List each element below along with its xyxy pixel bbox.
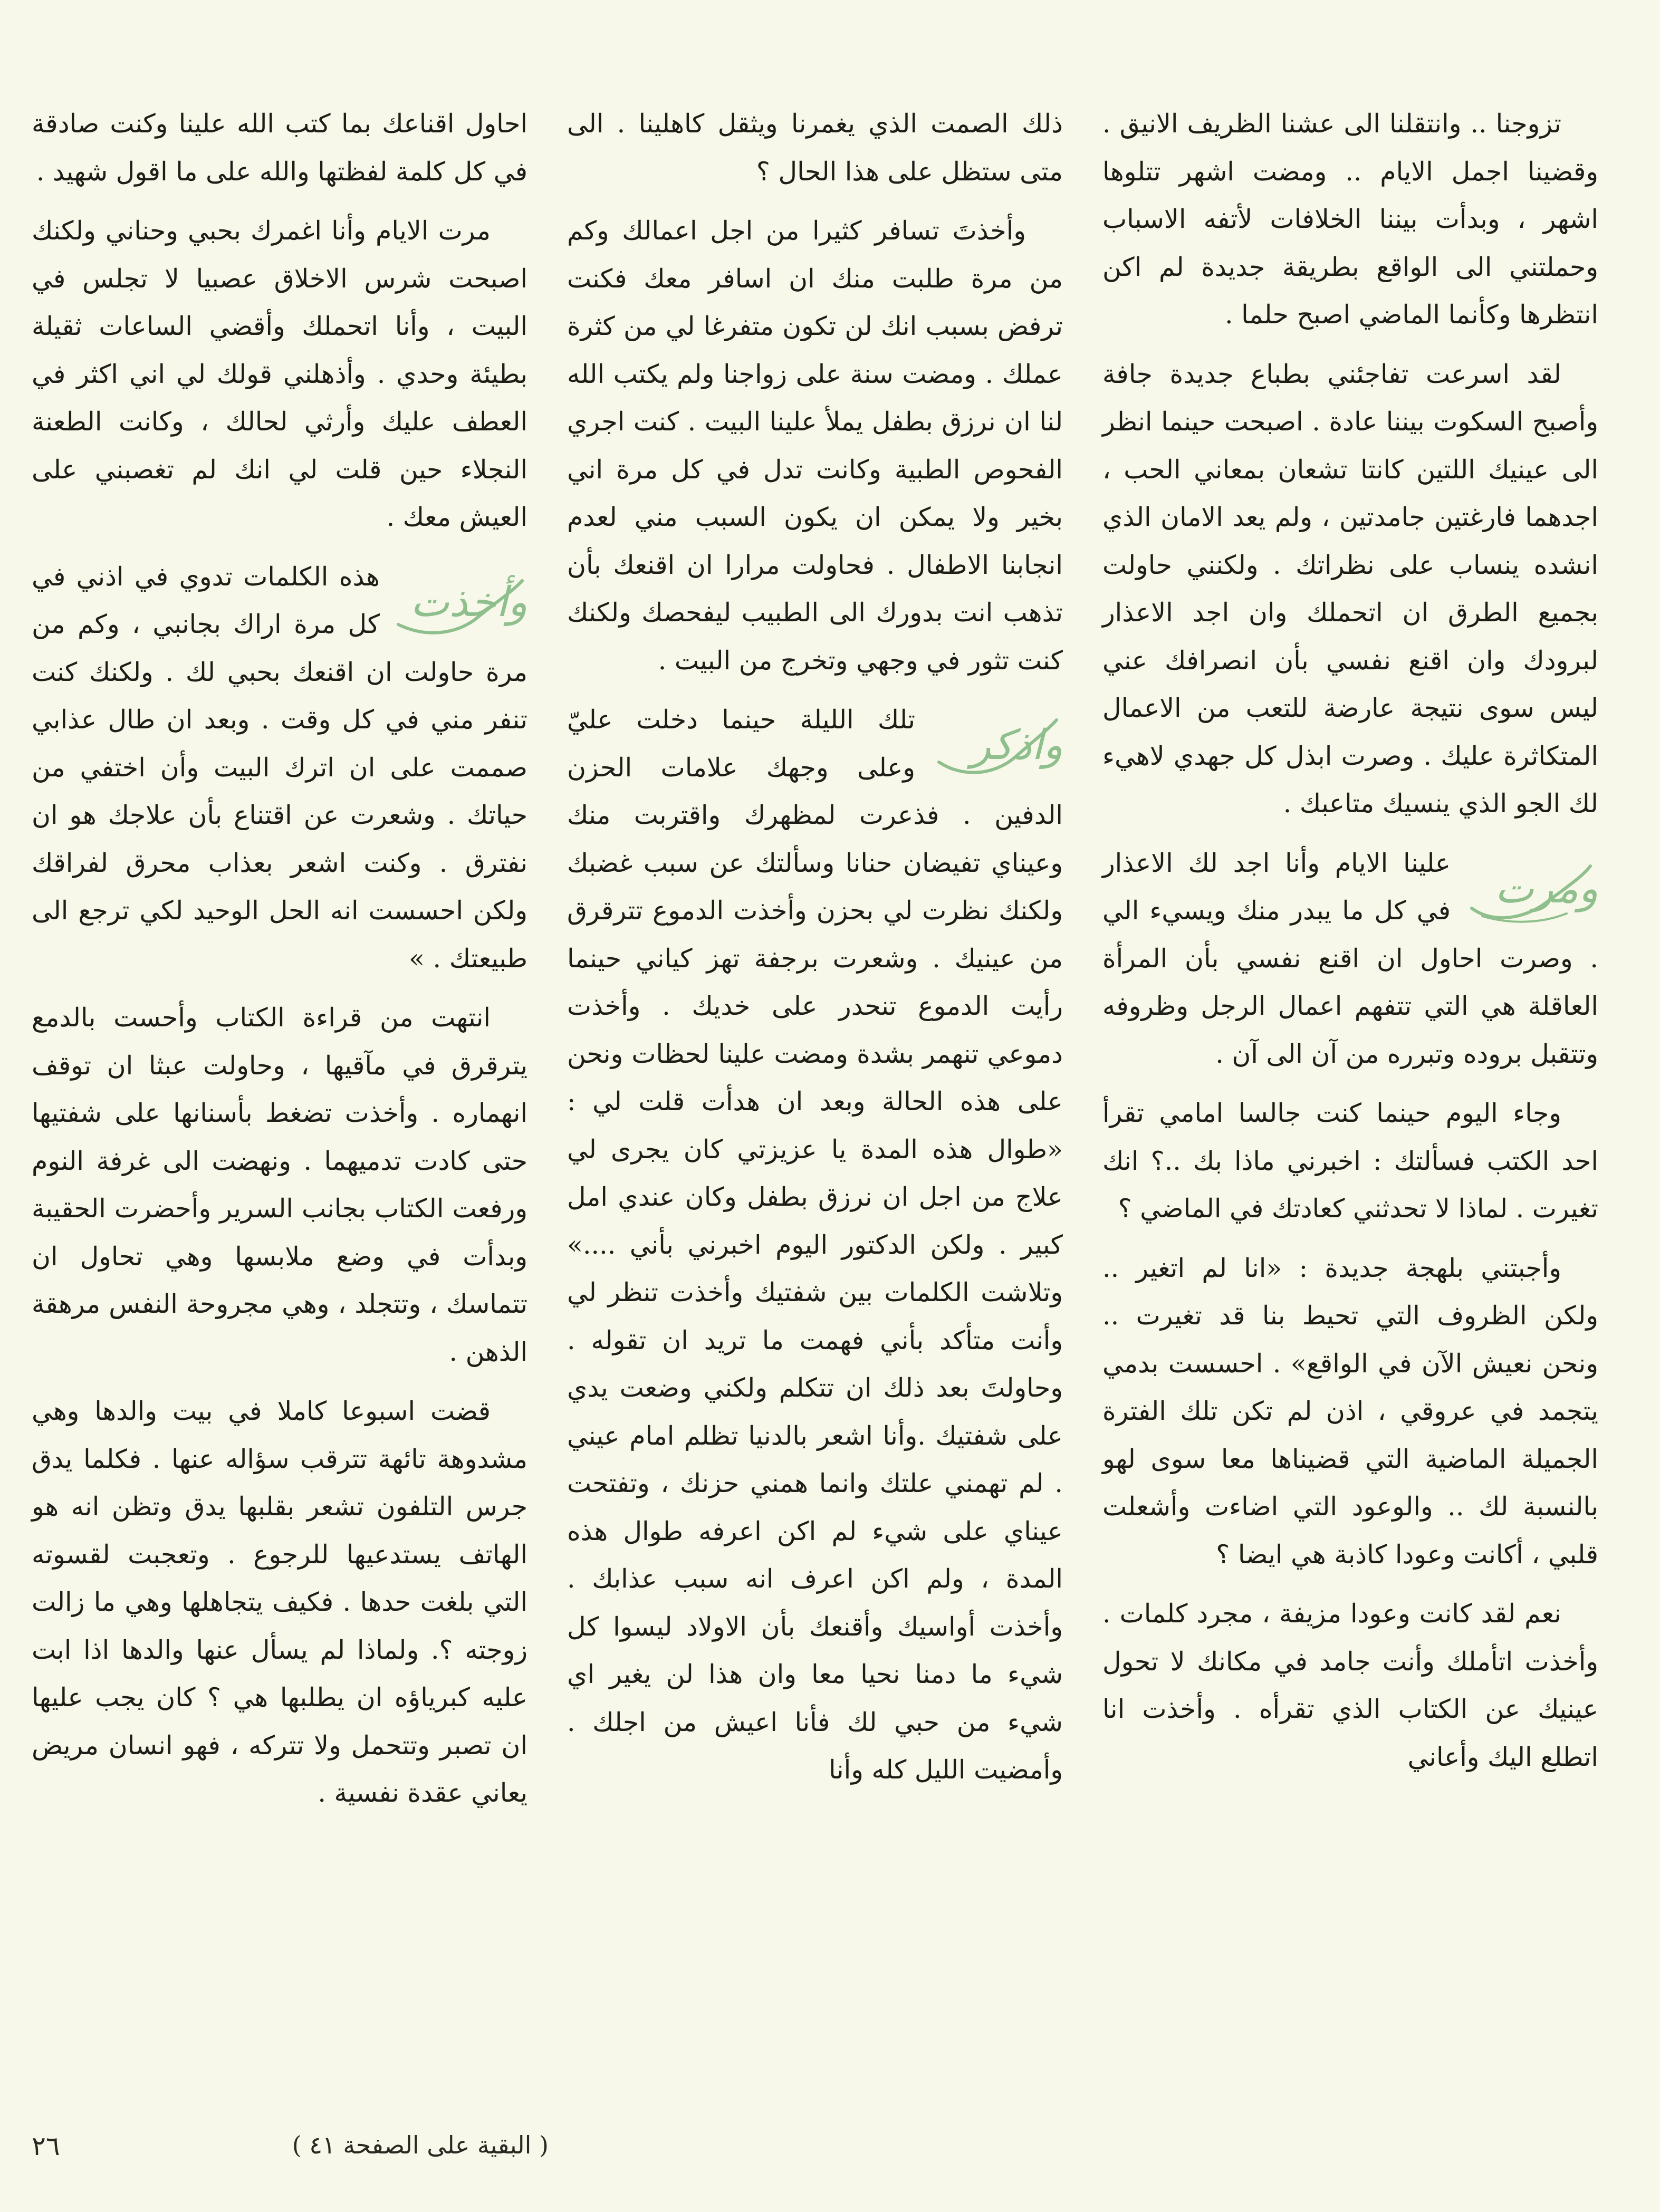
article-column-middle — [567, 100, 1063, 1806]
calligraphy-heading — [390, 559, 527, 643]
paragraph: انتهت من قراءة الكتاب وأحست بالدمع يترقرق في مآقيها ، وحاولت عبثا ان توقف انهماره . وأخذت تضغط بأسنانها على شفتيها حتى كادت تدميهما . ونهضت الى غرفة النوم ورفعت الكتاب بجانب السرير وأحضرت الحقيبة وبدأت في وضع ملابسها وهي تحاول ان تتماسك ، وتتجلد ، وهي مجروحة النفس مرهقة الذهن . — [32, 1003, 527, 1367]
paragraph: مرت الايام وأنا اغمرك بحبي وحناني ولكنك اصبحت شرس الاخلاق عصبيا لا تجلس في البيت ، وأنا اتحملك وأقضي الساعات ثقيلة بطيئة وحدي . وأذهلني قولك لي اني اكثر في العطف عليك وأرثي لحالك ، وكانت الطعنة النجلاء حين قلت لي انك لم تغصبني على العيش معك . — [32, 216, 527, 532]
paragraph: لقد اسرعت تفاجئني بطباع جديدة جافة وأصبح السكوت بيننا عادة . اصبحت حينما انظر الى عينيك اللتين كانتا تشعان بمعاني الحب ، اجدهما فارغتين جامدتين ، ولم يعد الامان الذي انشده ينساب على نظراتك . ولكنني حاولت بجميع الطرق ان اتحملك وان اجد الاعذار لبرودك وان اقنع نفسي بأن انصرافك عني ليس سوى نتيجة عارضة للتعب من الاعمال المتكاثرة عليك . وصرت ابذل كل جهدي لاهيء لك الجو الذي ينسيك متاعبك . — [1102, 359, 1598, 819]
paragraph: وجاء اليوم حينما كنت جالسا امامي تقرأ احد الكتب فسألتك : اخبرني ماذا بك ..؟ انك تغيرت . لماذا لا تحدثني كعادتك في الماضي ؟ — [1102, 1098, 1598, 1224]
paragraph: تلك الليلة حينما دخلت عليّ وعلى وجهك علامات الحزن الدفين . فذعرت لمظهرك واقتربت منك وعيناي تفيضان حنانا وسألتك عن سبب غضبك ولكنك نظرت لي بحزن وأخذت الدموع تترقرق من عينيك . وشعرت برجفة تهز كياني حينما رأيت الدموع تنحدر على خديك . وأخذت دموعي تنهمر بشدة ومضت علينا لحظات ونحن على هذه الحالة وبعد ان هدأت قلت لي : «طوال هذه المدة يا عزيزتي كان يجرى لي علاج من اجل ان نرزق بطفل وكان عندي امل كبير . ولكن الدكتور اليوم اخبرني بأني ....» وتلاشت الكلمات بين شفتيك وأخذت تنظر لي وأنت متأكد بأني فهمت ما تريد ان تقوله . وحاولتَ بعد ذلك ان تتكلم ولكني وضعت يدي على شفتيك .وأنا اشعر بالدنيا تظلم امام عيني . لم تهمني علتك وانما همني حزنك ، وتفتحت عيناي على شيء لم اكن اعرفه طوال هذه المدة ، ولم اكن اعرف انه سبب عذابك . وأخذت أواسيك وأقنعك بأن الاولاد ليسوا كل شيء ما دمنا نحيا معا وان هذا لن يغير اي شيء من حبي لك فأنا اعيش من اجلك . وأمضيت الليل كله وأنا — [567, 705, 1063, 1785]
article-column-right — [1102, 100, 1598, 1793]
calligraphy-paragraph — [32, 553, 527, 983]
calligraphy-word: وأخذت — [410, 578, 527, 626]
paragraph: هذه الكلمات تدوي في اذني في كل مرة اراك بجانبي ، وكم من مرة حاولت ان اقنعك بحبي لك . ولكنك كنت تنفر مني في كل وقت . وبعد ان طال عذابي صممت على ان اترك البيت وأن اختفي من حياتك . وشعرت عن اقتناع بأن علاجك هو ان نفترق . وكنت اشعر بعذاب محرق لفراقك ولكن احسست انه الحل الوحيد لكي ترجع الى طبيعتك . » — [32, 561, 527, 974]
calligraphy-paragraph — [1102, 840, 1598, 1079]
paragraph: وأخذتَ تسافر كثيرا من اجل اعمالك وكم من مرة طلبت منك ان اسافر معك فكنت ترفض بسبب انك لن تكون متفرغا لي من كثرة عملك . ومضت سنة على زواجنا ولم يكتب الله لنا ان نرزق بطفل يملأ علينا البيت . كنت اجري الفحوص الطبية وكانت تدل في كل مرة اني بخير ولا يمكن ان يكون السبب مني لعدم انجابنا الاطفال . فحاولت مرارا ان اقنعك بأن تذهب انت بدورك الى الطبيب ليفحصك ولكنك كنت تثور في وجهي وتخرج من البيت . — [567, 216, 1063, 676]
paragraph: وأجبتني بلهجة جديدة : «انا لم اتغير .. ولكن الظروف التي تحيط بنا قد تغيرت .. ونحن نعيش الآن في الواقع» . احسست بدمي يتجمد في عروقي ، اذن لم تكن تلك الفترة الجميلة الماضية التي قضيناها معا سوى لهو بالنسبة لك .. والوعود التي اضاءت وأشعلت قلبي ، أكانت وعودا كاذبة هي ايضا ؟ — [1102, 1253, 1598, 1570]
page-number: ٢٦ — [32, 2131, 60, 2161]
article-column-left — [32, 100, 527, 1829]
continued-note: ( البقية على الصفحة ٤١ ) — [292, 2131, 549, 2159]
calligraphy-heading — [1461, 845, 1598, 929]
paragraph: نعم لقد كانت وعودا مزيفة ، مجرد كلمات . وأخذت اتأملك وأنت جامد في مكانك لا تحول عينيك عن الكتاب الذي تقرأه . وأخذت انا اتطلع اليك وأعاني — [1102, 1599, 1598, 1772]
calligraphy-word: ومرت — [1495, 864, 1598, 912]
calligraphy-heading — [926, 701, 1063, 786]
calligraphy-word: واذكر — [971, 722, 1063, 769]
paragraph: علينا الايام وأنا اجد لك الاعذار في كل ما يبدر منك ويسيء الي . وصرت احاول ان اقنع نفسي بأن المرأة العاقلة هي التي تتفهم اعمال الرجل وظروفه وتتقبل بروده وتبرره من آن الى آن . — [1102, 848, 1598, 1069]
paragraph: ذلك الصمت الذي يغمرنا ويثقل كاهلينا . الى متى ستظل على هذا الحال ؟ — [567, 109, 1063, 187]
paragraph: قضت اسبوعا كاملا في بيت والدها وهي مشدوهة تائهة تترقب سؤاله عنها . فكلما يدق جرس التلفون تشعر بقلبها يدق وتظن انه هو الهاتف يستدعيها للرجوع . وتعجبت لقسوته التي بلغت حدها . فكيف يتجاهلها وهي ما زالت زوجته ؟. ولماذا لم يسأل عنها والدها اذا ابت عليه كبرياؤه ان يطلبها هي ؟ كان يجب عليها ان تصبر وتتحمل ولا تتركه ، فهو انسان مريض يعاني عقدة نفسية . — [32, 1396, 527, 1808]
paragraph: احاول اقناعك بما كتب الله علينا وكنت صادقة في كل كلمة لفظتها والله على ما اقول شهيد . — [32, 109, 527, 187]
calligraphy-paragraph — [567, 696, 1063, 1794]
paragraph: تزوجنا .. وانتقلنا الى عشنا الظريف الانيق . وقضينا اجمل الايام .. ومضت اشهر تتلوها اشهر ، وبدأت بيننا الخلافات لأتفه الاسباب وحملتني الى الواقع بطريقة جديدة لم اكن انتظرها وكأنما الماضي اصبح حلما . — [1102, 109, 1598, 330]
